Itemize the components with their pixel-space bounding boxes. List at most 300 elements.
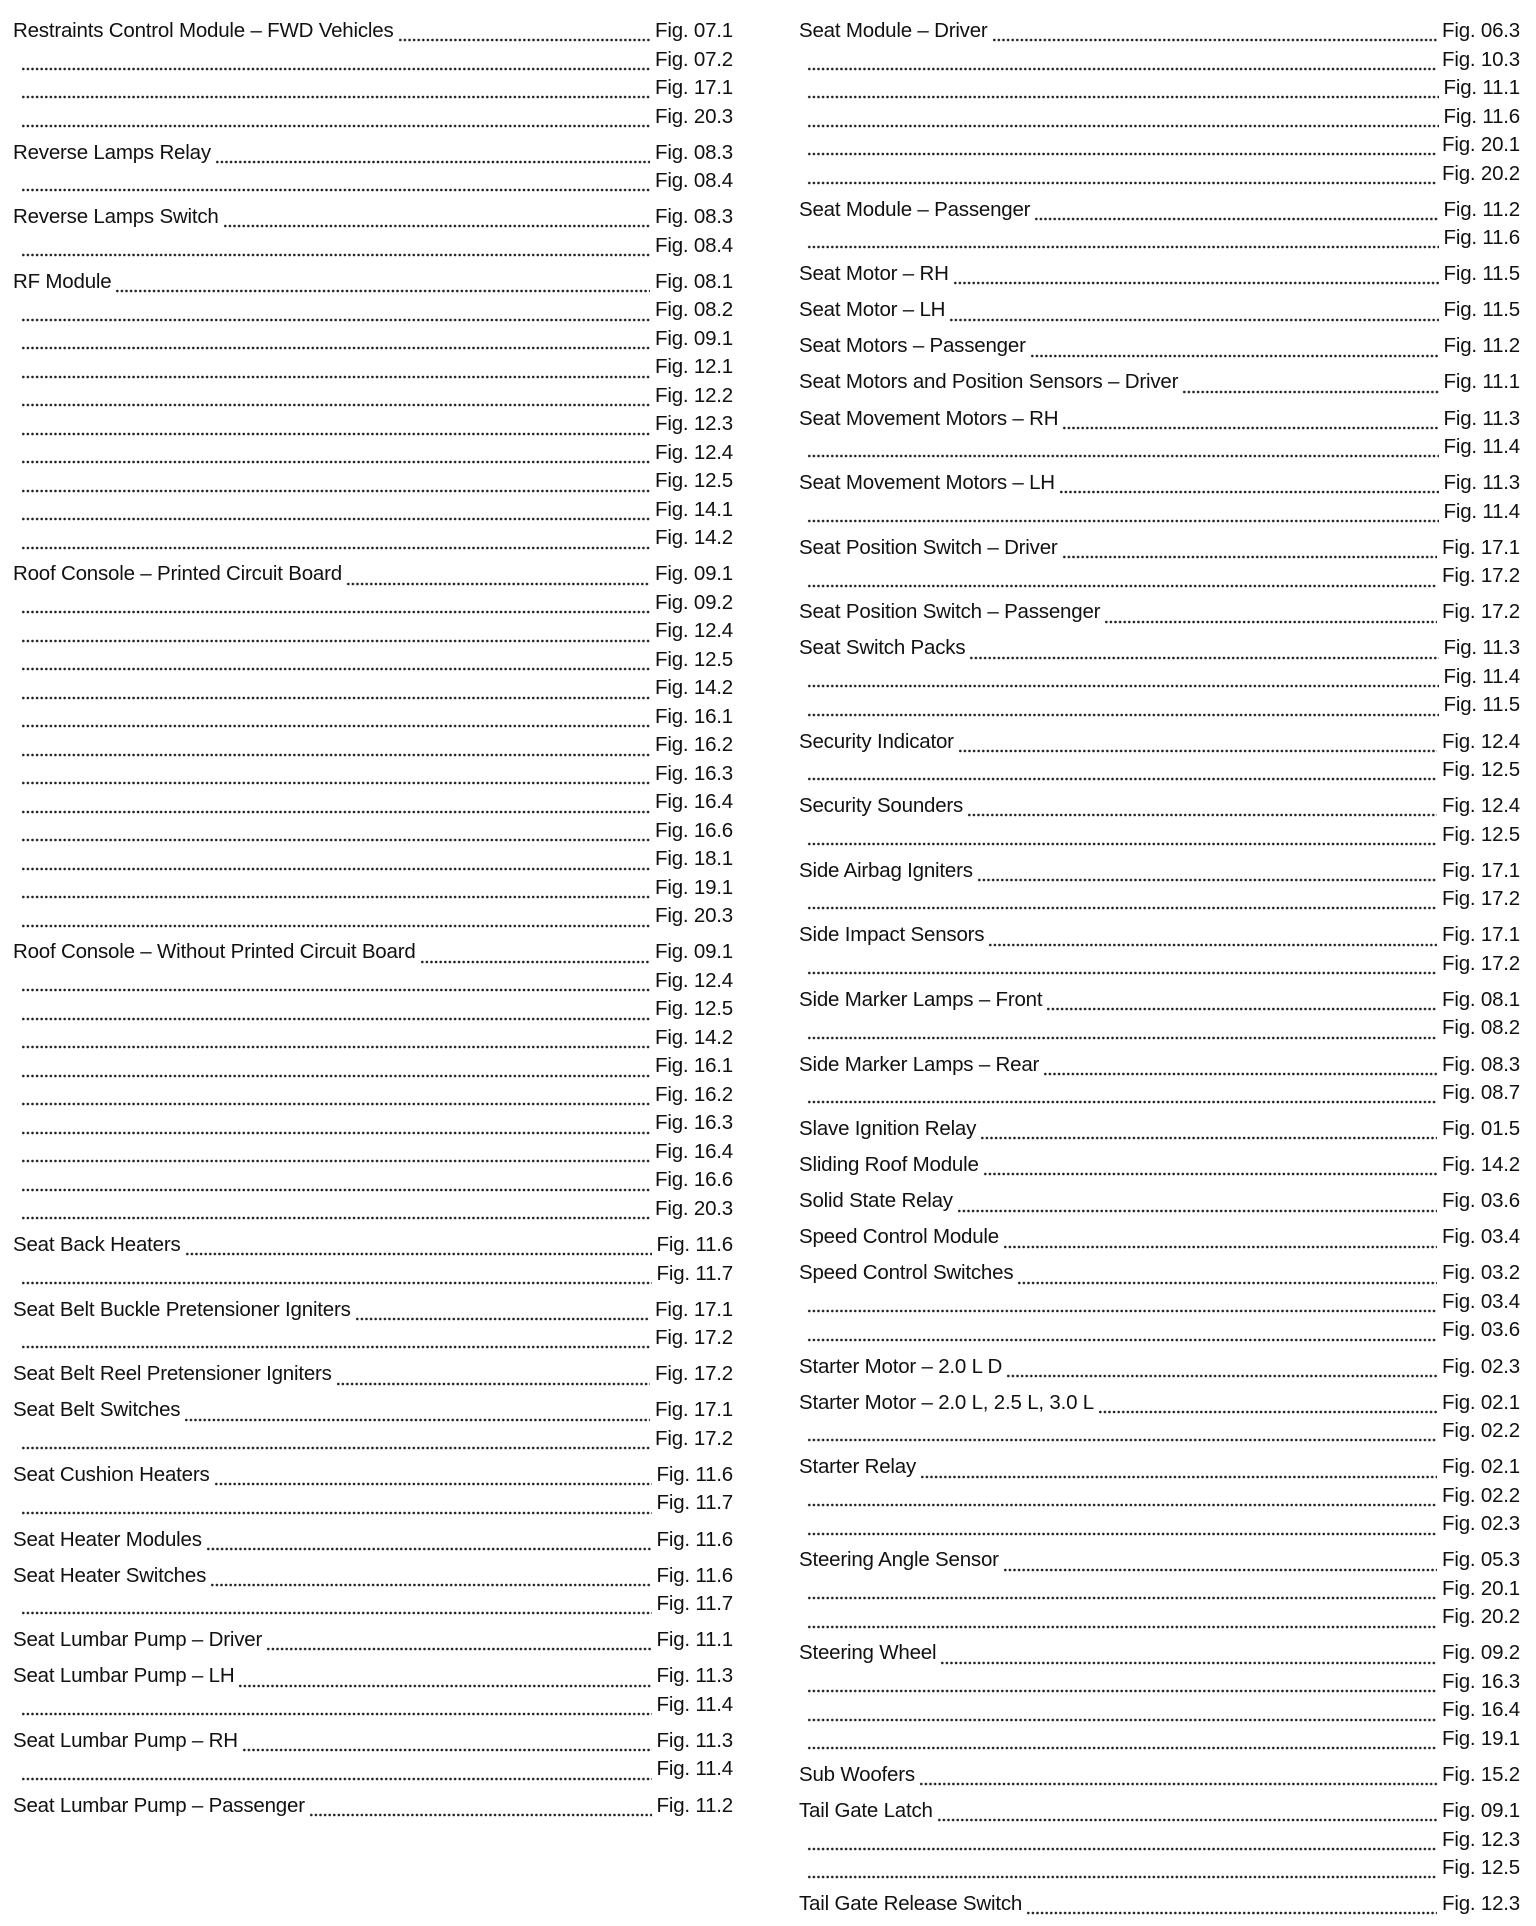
figure-reference: Fig. 08.4 [655,233,733,257]
index-row [799,1797,1520,1826]
entry-label: Seat Lumbar Pump – RH [13,1728,238,1752]
dot-leader [21,395,650,407]
figure-reference: Fig. 17.2 [655,1326,733,1350]
index-row [13,817,733,846]
figure-reference: Fig. 03.4 [1442,1289,1520,1313]
figure-reference: Fig. 01.5 [1442,1117,1520,1141]
dot-leader [807,173,1437,185]
figure-reference: Fig. 14.1 [655,497,733,521]
dot-leader [21,1603,652,1615]
dot-leader [214,1474,652,1486]
entry-label: Starter Motor – 2.0 L, 2.5 L, 3.0 L [799,1390,1094,1414]
entry-label: Seat Back Heaters [13,1233,181,1257]
index-entry [13,1231,733,1288]
figure-reference: Fig. 17.2 [1442,564,1520,588]
dot-leader [807,576,1437,588]
figure-reference: Fig. 02.1 [1442,1390,1520,1414]
index-column-right [799,17,1520,1926]
index-entry [13,1626,733,1655]
figure-reference: Fig. 11.3 [1443,406,1520,430]
index-row [13,938,733,967]
index-entry [13,938,733,1223]
entry-label: Security Sounders [799,794,964,818]
dot-leader [992,30,1437,42]
index-entry [13,1360,733,1389]
entry-label: Seat Position Switch – Passenger [799,600,1101,624]
entry-label: Restraints Control Module – FWD Vehicles [13,19,394,42]
dot-leader [807,1681,1437,1693]
figure-reference: Fig. 05.3 [1442,1548,1520,1572]
entry-label: Steering Angle Sensor [799,1548,999,1572]
dot-leader [21,631,650,643]
dot-leader [807,446,1439,458]
index-row [799,857,1520,886]
index-row [799,986,1520,1015]
index-row [13,1296,733,1325]
figure-reference: Fig. 08.4 [655,169,733,193]
figure-reference: Fig. 11.5 [1443,693,1520,717]
index-row [13,1792,733,1821]
index-row [799,1079,1520,1108]
index-row [799,131,1520,160]
figure-reference: Fig. 17.1 [655,1398,733,1422]
index-entry [799,196,1520,253]
index-row [13,703,733,732]
dot-leader [206,1539,652,1551]
index-row [13,760,733,789]
index-row [799,160,1520,189]
dot-leader [807,898,1437,910]
index-row [13,1360,733,1389]
index-row [13,167,733,196]
figure-reference: Fig. 12.5 [1442,822,1520,846]
dot-leader [398,30,651,42]
index-row [799,1353,1520,1382]
dot-leader [21,1094,650,1106]
figure-reference: Fig. 16.4 [655,1139,733,1163]
dot-leader [940,1653,1437,1665]
figure-reference: Fig. 16.1 [655,704,733,728]
index-entry [799,1223,1520,1252]
dot-leader [807,1738,1437,1750]
index-row [13,1109,733,1138]
figure-reference: Fig. 12.5 [655,647,733,671]
figure-reference: Fig. 11.4 [1443,435,1520,459]
figure-reference: Fig. 16.3 [1442,1669,1520,1693]
index-row [799,1115,1520,1144]
figure-reference: Fig. 20.1 [1442,1576,1520,1600]
index-row [13,139,733,168]
entry-label: Seat Movement Motors – RH [799,406,1059,430]
entry-label: Seat Module – Driver [799,19,988,42]
dot-leader [21,887,650,899]
dot-leader [21,716,650,728]
dot-leader [21,1009,650,1021]
dot-leader [309,1805,652,1817]
index-row [13,1166,733,1195]
dot-leader [21,338,650,350]
index-row [799,296,1520,325]
figure-reference: Fig. 12.3 [655,412,733,436]
figure-reference: Fig. 16.1 [655,1054,733,1078]
figure-reference: Fig. 03.2 [1442,1261,1520,1285]
index-row [799,1316,1520,1345]
figure-reference: Fig. 11.6 [656,1233,733,1257]
dot-leader [807,511,1439,523]
index-row [799,1668,1520,1697]
dot-leader [807,834,1437,846]
index-row [13,1024,733,1053]
index-row [799,1482,1520,1511]
index-entry [799,469,1520,526]
dot-leader [21,688,650,700]
index-row [13,1260,733,1289]
dot-leader [1006,1366,1437,1378]
figure-reference: Fig. 12.3 [1442,1892,1520,1916]
figure-reference: Fig. 17.1 [1442,858,1520,882]
index-row [799,598,1520,627]
index-row [13,1138,733,1167]
dot-leader [1098,1402,1437,1414]
index-row [799,885,1520,914]
entry-label: Reverse Lamps Switch [13,205,219,229]
figure-reference: Fig. 08.3 [655,205,733,229]
index-entry [799,728,1520,785]
index-row [13,967,733,996]
dot-leader [21,916,650,928]
dot-leader [807,1092,1437,1104]
figure-reference: Fig. 12.5 [655,469,733,493]
figure-reference: Fig. 11.5 [1443,298,1520,322]
figure-reference: Fig. 09.1 [655,562,733,586]
dot-leader [21,1123,650,1135]
index-row [13,1691,733,1720]
index-row [799,821,1520,850]
dot-leader [21,1438,650,1450]
entry-label: Seat Lumbar Pump – LH [13,1664,235,1688]
dot-leader [21,1769,652,1781]
figure-reference: Fig. 10.3 [1442,47,1520,71]
figure-reference: Fig. 12.4 [655,440,733,464]
index-row [13,560,733,589]
figure-reference: Fig. 17.1 [655,1297,733,1321]
figure-reference: Fig. 12.4 [655,968,733,992]
index-entry [13,17,733,131]
dot-leader [920,1467,1437,1479]
dot-leader [242,1740,652,1752]
index-row [13,296,733,325]
dot-leader [21,745,650,757]
figure-reference: Fig. 11.3 [1443,636,1520,660]
index-row [799,1546,1520,1575]
index-row [13,1626,733,1655]
figure-reference: Fig. 08.1 [1442,987,1520,1011]
entry-label: Reverse Lamps Relay [13,140,211,164]
dot-leader [184,1410,650,1422]
figure-reference: Fig. 17.2 [655,1426,733,1450]
dot-leader [958,741,1437,753]
dot-leader [238,1676,651,1688]
figure-reference: Fig. 17.1 [655,76,733,99]
figure-reference: Fig. 17.2 [1442,887,1520,911]
figure-reference: Fig. 03.6 [1442,1318,1520,1342]
entry-label: Seat Lumbar Pump – Driver [13,1628,263,1652]
index-row [799,1761,1520,1790]
index-entry [13,268,733,553]
figure-reference: Fig. 16.4 [1442,1698,1520,1722]
index-entry [799,1051,1520,1108]
index-row [799,1890,1520,1919]
dot-leader [807,1495,1437,1507]
figure-reference: Fig. 16.4 [655,790,733,814]
index-row [13,496,733,525]
entry-label: Starter Motor – 2.0 L D [799,1354,1003,1378]
figure-reference: Fig. 16.2 [655,733,733,757]
index-row [13,874,733,903]
entry-label: Side Marker Lamps – Front [799,987,1043,1011]
index-entry [799,1259,1520,1345]
index-row [799,1389,1520,1418]
index-row [13,103,733,132]
index-row [13,232,733,261]
index-row [799,196,1520,225]
figure-reference: Fig. 16.6 [655,818,733,842]
dot-leader [957,1201,1437,1213]
index-entry [799,1639,1520,1753]
index-row [799,1603,1520,1632]
figure-reference: Fig. 11.6 [656,1527,733,1551]
dot-leader [807,963,1437,975]
index-row [13,788,733,817]
dot-leader [1062,547,1438,559]
figure-reference: Fig. 06.3 [1442,19,1520,42]
index-row [13,617,733,646]
index-row [799,1151,1520,1180]
dot-leader [21,659,650,671]
dot-leader [21,1037,650,1049]
index-row [799,950,1520,979]
index-row [799,634,1520,663]
dot-leader [1043,1064,1437,1076]
index-row [799,1417,1520,1446]
index-entry [13,1296,733,1353]
figure-reference: Fig. 16.6 [655,1168,733,1192]
index-row [799,498,1520,527]
index-row [799,433,1520,462]
dot-leader [949,310,1438,322]
dot-leader [807,1867,1437,1879]
index-entry [799,1761,1520,1790]
index-row [13,1489,733,1518]
dot-leader [1030,346,1439,358]
index-row [799,74,1520,103]
dot-leader [1003,1560,1437,1572]
dot-leader [21,481,650,493]
index-entry [799,634,1520,720]
figure-reference: Fig. 11.2 [656,1793,733,1817]
figure-reference: Fig. 14.2 [1442,1153,1520,1177]
index-row [799,368,1520,397]
figure-reference: Fig. 08.3 [1442,1052,1520,1076]
index-entry [799,296,1520,325]
figure-reference: Fig. 09.1 [655,326,733,350]
index-row [799,1826,1520,1855]
index-row [13,1755,733,1784]
index-entry [799,1115,1520,1144]
entry-label: Seat Module – Passenger [799,197,1031,221]
index-row [799,1696,1520,1725]
index-row [799,224,1520,253]
dot-leader [1182,382,1438,394]
dot-leader [21,1066,650,1078]
entry-label: Starter Relay [799,1455,917,1479]
index-row [799,1510,1520,1539]
dot-leader [21,1208,650,1220]
dot-leader [1062,418,1438,430]
dot-leader [21,1704,652,1716]
index-entry [799,17,1520,188]
index-row [13,1727,733,1756]
index-row [799,17,1520,46]
figure-reference: Fig. 11.4 [656,1757,733,1781]
index-entry [13,560,733,931]
entry-label: Side Impact Sensors [799,923,985,947]
dot-leader [807,1710,1437,1722]
index-row [799,921,1520,950]
index-row [13,1662,733,1691]
dot-leader [807,769,1437,781]
dot-leader [1034,209,1438,221]
index-entry [799,1797,1520,1883]
dot-leader [346,574,650,586]
figure-reference: Fig. 08.2 [655,298,733,322]
figure-reference: Fig. 20.1 [1442,133,1520,156]
dot-leader [1017,1273,1437,1285]
figure-reference: Fig. 11.4 [1443,499,1520,523]
entry-label: Tail Gate Release Switch [799,1892,1023,1916]
entry-label: Seat Belt Reel Pretensioner Igniters [13,1362,332,1386]
index-row [13,1052,733,1081]
entry-label: Side Marker Lamps – Rear [799,1052,1040,1076]
figure-reference: Fig. 11.1 [1443,370,1520,394]
index-entry [799,1187,1520,1216]
dot-leader [21,59,650,71]
index-entry [799,534,1520,591]
entry-label: Slave Ignition Relay [799,1117,977,1141]
index-row [13,203,733,232]
figure-reference: Fig. 16.3 [655,1111,733,1135]
dot-leader [807,1588,1437,1600]
figure-reference: Fig. 12.4 [1442,729,1520,753]
index-entry [799,368,1520,397]
dot-leader [21,87,650,99]
figure-reference: Fig. 11.6 [1443,226,1520,250]
figure-reference: Fig. 19.1 [655,875,733,899]
entry-label: Speed Control Switches [799,1261,1014,1285]
figure-reference: Fig. 12.5 [655,997,733,1021]
figure-reference: Fig. 11.3 [656,1664,733,1688]
index-row [799,1259,1520,1288]
figure-reference: Fig. 09.2 [655,590,733,614]
index-row [13,467,733,496]
figure-reference: Fig. 12.1 [655,355,733,379]
figure-reference: Fig. 08.1 [655,269,733,293]
dot-leader [807,87,1439,99]
index-row [799,260,1520,289]
dot-leader [807,1524,1437,1536]
index-entry [799,857,1520,914]
dot-leader [21,367,650,379]
dot-leader [988,935,1437,947]
dot-leader [807,1430,1437,1442]
dot-leader [21,1503,652,1515]
figure-reference: Fig. 20.2 [1442,1605,1520,1629]
index-row [799,728,1520,757]
index-row [13,589,733,618]
dot-leader [807,676,1439,688]
entry-label: Sub Woofers [799,1763,915,1787]
dot-leader [807,1617,1437,1629]
index-row [799,1288,1520,1317]
index-row [13,902,733,931]
figure-reference: Fig. 11.6 [1443,104,1520,128]
figure-reference: Fig. 20.3 [655,104,733,128]
figure-reference: Fig. 17.1 [1442,923,1520,947]
dot-leader [21,424,650,436]
entry-label: Sliding Roof Module [799,1153,979,1177]
entry-label: Seat Motors and Position Sensors – Driver [799,370,1179,394]
figure-reference: Fig. 12.3 [1442,1827,1520,1851]
index-row [799,1453,1520,1482]
figure-reference: Fig. 12.5 [1442,1856,1520,1880]
entry-label: Solid State Relay [799,1189,953,1213]
dot-leader [1046,999,1437,1011]
dot-leader [969,648,1438,660]
index-row [799,534,1520,563]
entry-label: Security Indicator [799,729,954,753]
entry-label: Speed Control Module [799,1225,999,1249]
index-row [799,1014,1520,1043]
index-row [13,268,733,297]
dot-leader [953,273,1439,285]
entry-label: Seat Lumbar Pump – Passenger [13,1793,305,1817]
figure-reference: Fig. 11.1 [1443,76,1520,99]
dot-leader [21,1151,650,1163]
dot-leader [21,602,650,614]
dot-leader [977,870,1437,882]
index-entry [799,986,1520,1043]
figure-reference: Fig. 03.4 [1442,1225,1520,1249]
dot-leader [21,1337,650,1349]
figure-reference: Fig. 09.1 [655,940,733,964]
index-row [799,1575,1520,1604]
index-row [13,674,733,703]
index-entry [799,598,1520,627]
index-row [799,1639,1520,1668]
dot-leader [355,1309,650,1321]
figure-reference: Fig. 11.6 [656,1563,733,1587]
figure-reference: Fig. 09.1 [1442,1799,1520,1823]
dot-leader [210,1575,651,1587]
index-entry [13,1792,733,1821]
index-row [13,1526,733,1555]
dot-leader [807,1301,1437,1313]
dot-leader [115,281,650,293]
dot-leader [937,1810,1437,1822]
entry-label: Side Airbag Igniters [799,858,973,882]
entry-label: Seat Motor – LH [799,298,946,322]
dot-leader [21,1180,650,1192]
